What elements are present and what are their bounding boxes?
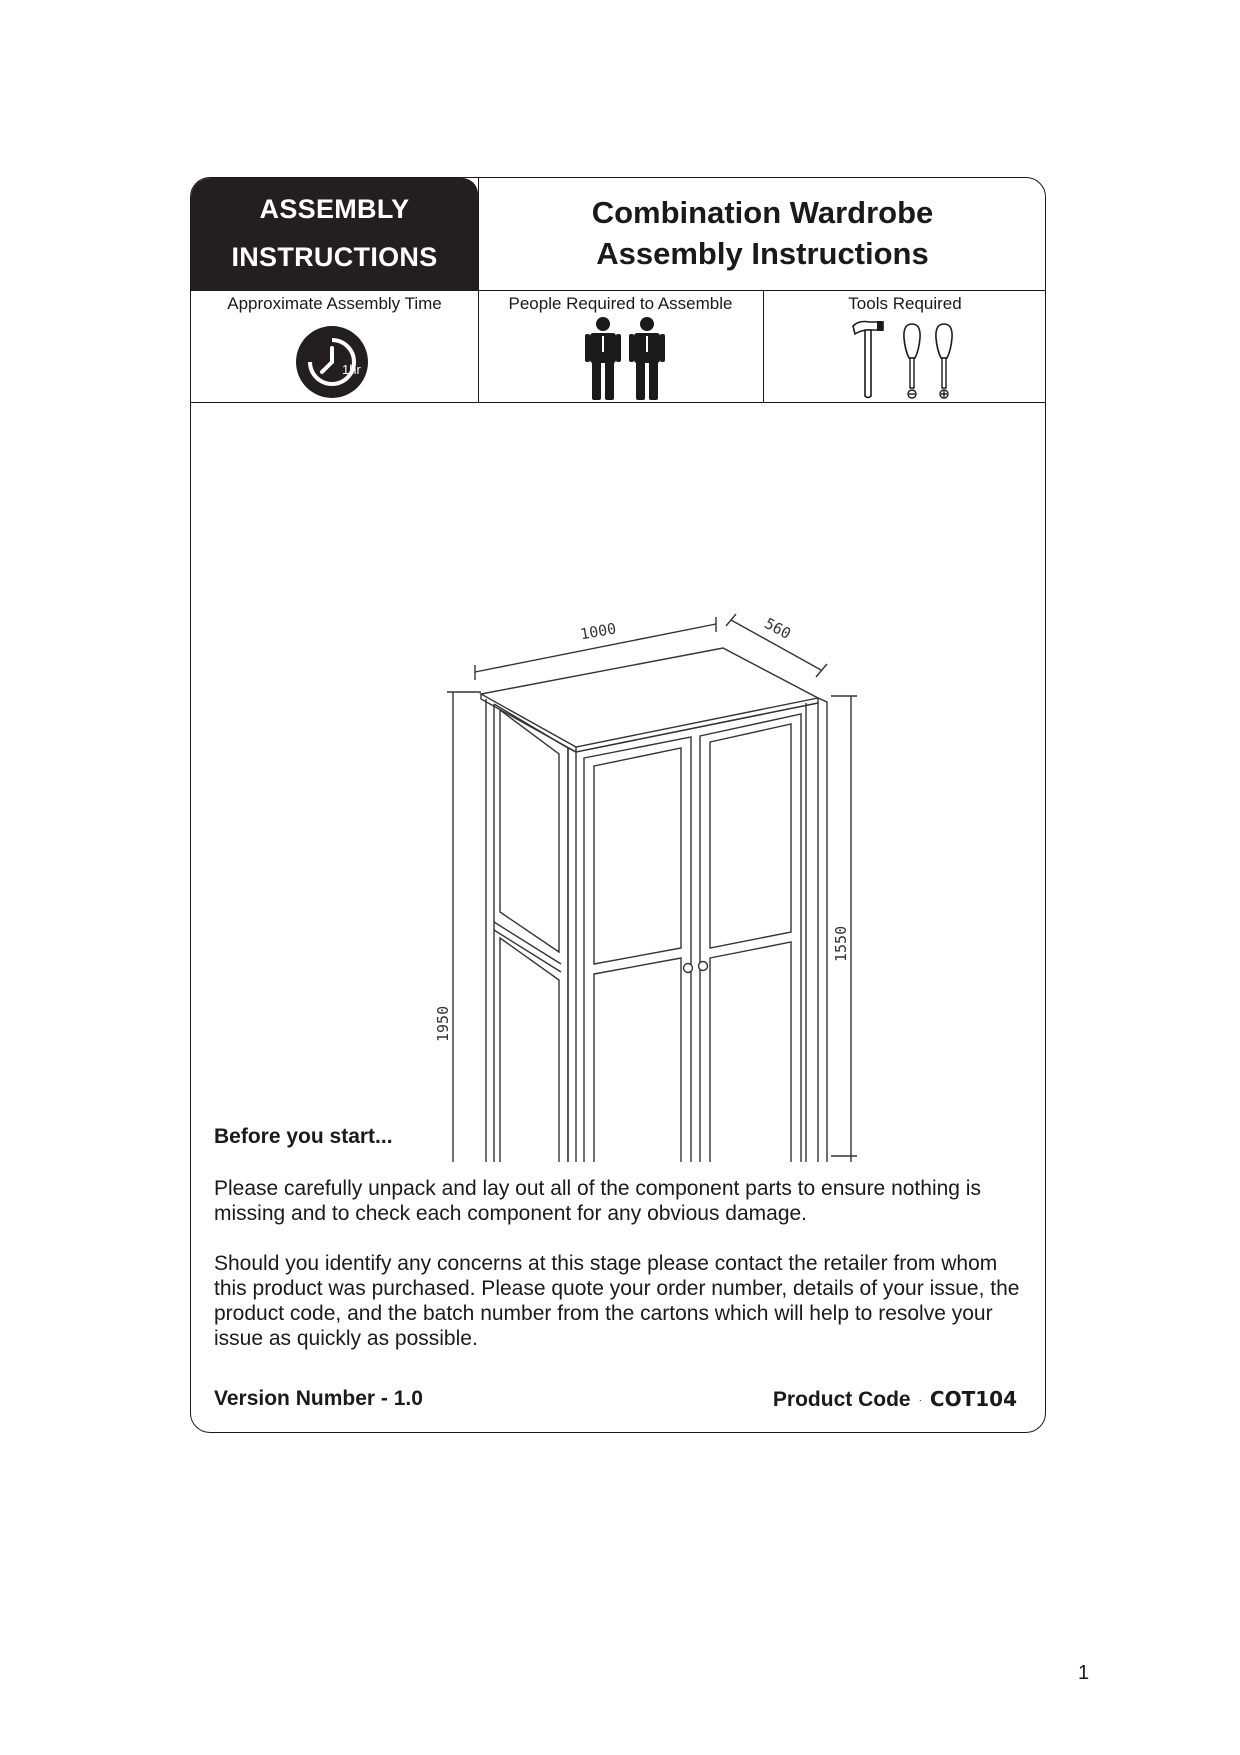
page-title (478, 192, 1046, 274)
product-code-value: COT104 (929, 1387, 1017, 1411)
assembly-time-label: Approximate Assembly Time (227, 294, 442, 313)
divider (478, 178, 479, 402)
hammer-icon (849, 318, 885, 400)
product-code-label: Product Code (772, 1388, 911, 1411)
person-icon (585, 316, 621, 400)
phillips-screwdriver-icon (933, 322, 955, 400)
clock-icon (294, 324, 370, 400)
wardrobe-diagram (191, 402, 1046, 1162)
intro-paragraph-1: Please carefully unpack and lay out all of the component parts to ensure nothing is missing and to check each component for any obvious damage. (214, 1177, 981, 1225)
product-code-separator: · (918, 1394, 922, 1406)
height-dimension-label: 1950 (434, 1005, 452, 1042)
before-you-start-heading: Before you start... (214, 1125, 393, 1148)
page-number: 1 (1078, 1662, 1090, 1684)
divider (191, 290, 1045, 291)
person-icon (629, 316, 665, 400)
title-line-2: Assembly Instructions (596, 236, 929, 271)
badge-line-1: ASSEMBLY (259, 194, 410, 224)
instruction-card (190, 177, 1046, 1433)
depth-dimension-label: 560 (761, 614, 794, 643)
assembly-time-value: 1hr (342, 362, 361, 377)
people-required-label: People Required to Assemble (508, 294, 733, 313)
intro-paragraph-2: Should you identify any concerns at this stage please contact the retailer from whom this product was purchased. Please quote your order number, details of your issue, the product code, and the batch number from the cartons which will help to resolve your issue as quickly as possible. (214, 1252, 1020, 1350)
assembly-instructions-badge (191, 178, 478, 290)
version-number: Version Number - 1.0 (214, 1387, 423, 1410)
title-line-1: Combination Wardrobe (591, 195, 934, 230)
product-code (773, 1387, 1017, 1412)
tools-required-label: Tools Required (848, 294, 962, 313)
flat-screwdriver-icon (901, 322, 923, 400)
badge-line-2: INSTRUCTIONS (231, 242, 438, 272)
width-dimension-label: 1000 (578, 619, 618, 644)
upper-height-dimension-label: 1550 (832, 925, 850, 962)
